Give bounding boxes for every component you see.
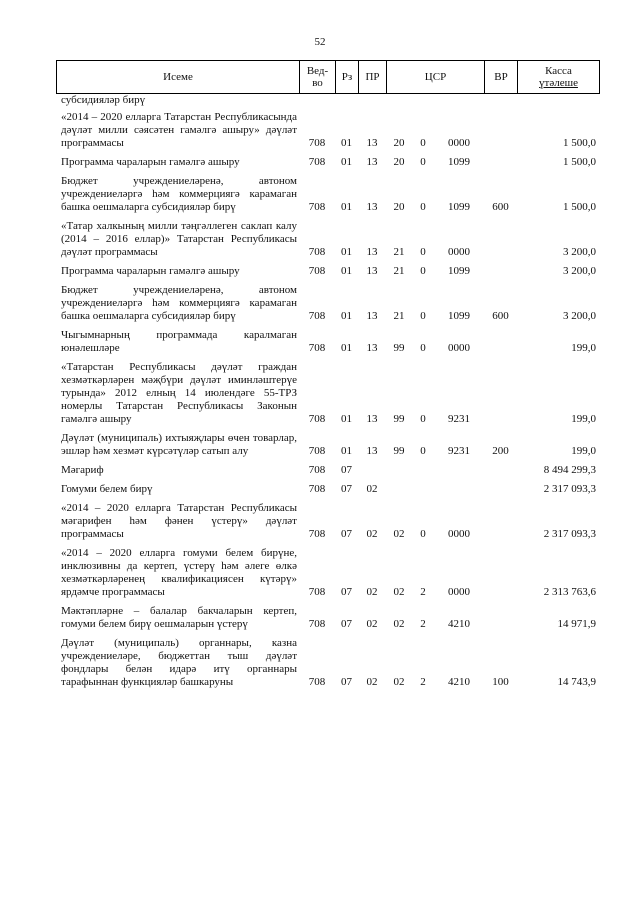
row-pr: 13 xyxy=(366,413,378,425)
row-name: «2014 – 2020 елларга гомуми белем бирүне, инклюзивны да кертеп, үстерү һәм әлеге өлкә хезмәткәрләренең квалификациясен күтәрү» ярдәмче программасы xyxy=(61,547,297,598)
row-ved: 708 xyxy=(308,201,326,213)
row-csr-program: 99 xyxy=(393,342,405,354)
row-csr-subprogram xyxy=(412,481,434,500)
row-vr: 600 xyxy=(492,201,509,213)
row-rz: 01 xyxy=(341,342,352,354)
row-name: Бюджет учреждениеләренә, автоном учреждениеләргә һәм коммерциягә карамаган башка оешмаларга субсидияләр бирү xyxy=(61,175,297,213)
row-amount: 2 317 093,3 xyxy=(543,483,596,495)
row-csr-program xyxy=(386,462,412,481)
row-rz: 01 xyxy=(341,265,352,277)
row-name: Мәгариф xyxy=(61,464,104,476)
row-name: Программа чараларын гамәлгә ашыру xyxy=(61,156,240,168)
row-csr-direction: 0000 xyxy=(448,528,470,540)
row-ved: 708 xyxy=(308,618,326,630)
row-amount: 8 494 299,3 xyxy=(543,464,596,476)
row-amount: 2 313 763,6 xyxy=(543,586,596,598)
row-csr-program: 20 xyxy=(393,156,405,168)
row-pr: 13 xyxy=(366,265,378,277)
row-vr xyxy=(484,603,517,635)
row-name: Дәүләт (муниципаль) ихтыяҗлары өчен товарлар, эшләр һәм хезмәт күрсәтүләр сатып алу xyxy=(61,432,297,457)
header-rz: Рз xyxy=(335,60,358,94)
row-csr-program: 21 xyxy=(393,246,405,258)
row-name: «2014 – 2020 елларга Татарстан Республикасында дәүләт милли сәясәтен гамәлгә ашыру» дәүләт программасы xyxy=(61,111,297,149)
row-pr: 13 xyxy=(366,246,378,258)
row-ved: 708 xyxy=(308,156,326,168)
row-csr-direction: 0000 xyxy=(448,246,470,258)
row-amount: 199,0 xyxy=(571,413,596,425)
row-name: «2014 – 2020 елларга Татарстан Республикасы мәгарифен һәм фәнен үстерү» дәүләт программасы xyxy=(61,502,297,540)
row-ved: 708 xyxy=(308,246,326,258)
row-csr-subprogram: 0 xyxy=(420,265,426,277)
row-pr: 13 xyxy=(366,156,378,168)
row-vr xyxy=(484,327,517,359)
row-ved xyxy=(299,94,335,109)
row-amount xyxy=(517,94,600,109)
row-rz: 01 xyxy=(341,445,352,457)
row-csr-subprogram: 2 xyxy=(420,618,426,630)
row-vr xyxy=(484,109,517,154)
row-rz: 01 xyxy=(341,201,352,213)
row-csr-direction xyxy=(434,481,484,500)
row-csr-program: 20 xyxy=(393,137,405,149)
header-kassa-line2: үтәлеше xyxy=(539,77,578,89)
row-csr-direction: 1099 xyxy=(448,156,470,168)
row-amount: 14 971,9 xyxy=(557,618,596,630)
header-name: Исеме xyxy=(56,60,299,94)
row-ved: 708 xyxy=(308,676,326,688)
row-ved: 708 xyxy=(308,137,326,149)
row-amount: 3 200,0 xyxy=(563,310,596,322)
row-csr-subprogram: 0 xyxy=(420,246,426,258)
row-amount: 1 500,0 xyxy=(563,156,596,168)
row-ved: 708 xyxy=(308,528,326,540)
row-ved: 708 xyxy=(308,342,326,354)
page-number: 52 xyxy=(314,36,326,48)
row-vr xyxy=(484,462,517,481)
row-pr: 02 xyxy=(366,586,378,598)
row-csr-program: 02 xyxy=(393,586,405,598)
row-rz: 01 xyxy=(341,137,352,149)
row-csr-program: 02 xyxy=(393,618,405,630)
row-rz xyxy=(335,94,358,109)
row-ved: 708 xyxy=(308,464,326,476)
row-csr-subprogram: 0 xyxy=(420,528,426,540)
row-csr-subprogram xyxy=(412,462,434,481)
row-pr: 02 xyxy=(366,618,378,630)
row-csr-program: 20 xyxy=(393,201,405,213)
row-name: «Татар халкының милли тәңгәллеген саклап калу (2014 – 2016 еллар)» Татарстан Республикасы дәүләт программасы xyxy=(61,220,297,258)
row-vr: 600 xyxy=(492,310,509,322)
row-csr-program xyxy=(386,481,412,500)
row-csr-subprogram: 0 xyxy=(420,156,426,168)
row-csr-program: 21 xyxy=(393,265,405,277)
row-csr-program: 99 xyxy=(393,413,405,425)
row-rz: 01 xyxy=(341,246,352,258)
row-ved: 708 xyxy=(308,483,326,495)
row-rz: 01 xyxy=(341,156,352,168)
row-pr: 02 xyxy=(366,483,378,495)
header-kassa xyxy=(517,60,600,94)
row-vr xyxy=(484,545,517,603)
row-csr-direction xyxy=(434,462,484,481)
row-pr: 02 xyxy=(366,676,378,688)
row-csr-direction: 1099 xyxy=(448,201,470,213)
row-pr: 13 xyxy=(366,201,378,213)
row-csr-program xyxy=(386,94,412,109)
row-csr-program: 21 xyxy=(393,310,405,322)
row-name: Чыгымнарның программада каралмаган юнәлешләре xyxy=(61,329,297,354)
header-csr: ЦСР xyxy=(386,60,484,94)
row-rz: 01 xyxy=(341,310,352,322)
row-pr: 13 xyxy=(366,342,378,354)
row-pr: 13 xyxy=(366,445,378,457)
header-kassa-line1: Касса xyxy=(545,65,572,77)
row-name: Программа чараларын гамәлгә ашыру xyxy=(61,265,240,277)
row-csr-subprogram: 0 xyxy=(420,413,426,425)
row-vr: 200 xyxy=(492,445,509,457)
row-ved: 708 xyxy=(308,445,326,457)
row-amount: 3 200,0 xyxy=(563,246,596,258)
row-vr: 100 xyxy=(492,676,509,688)
row-csr-subprogram: 0 xyxy=(420,201,426,213)
row-csr-direction: 1099 xyxy=(448,310,470,322)
row-rz: 07 xyxy=(341,483,352,495)
row-name: Дәүләт (муниципаль) органнары, казна учреждениеләре, бюджеттан тыш дәүләт фондлары белән идарә итү органнары тарафыннан функцияләр башкаруны xyxy=(61,637,297,688)
row-csr-program: 02 xyxy=(393,528,405,540)
row-vr xyxy=(484,154,517,173)
row-csr-program: 99 xyxy=(393,445,405,457)
row-amount: 1 500,0 xyxy=(563,201,596,213)
row-amount: 199,0 xyxy=(571,445,596,457)
row-pr xyxy=(358,94,386,109)
row-csr-program: 02 xyxy=(393,676,405,688)
row-pr: 13 xyxy=(366,137,378,149)
row-csr-direction: 4210 xyxy=(448,676,470,688)
row-vr xyxy=(484,500,517,545)
row-ved: 708 xyxy=(308,586,326,598)
row-name: Гомуми белем бирү xyxy=(61,483,153,495)
row-name: Бюджет учреждениеләренә, автоном учреждениеләргә һәм коммерциягә карамаган башка оешмаларга субсидияләр бирү xyxy=(61,284,297,322)
row-csr-direction: 1099 xyxy=(448,265,470,277)
row-csr-direction: 9231 xyxy=(448,445,470,457)
row-csr-direction: 0000 xyxy=(448,137,470,149)
row-pr xyxy=(358,462,386,481)
row-rz: 07 xyxy=(341,464,352,476)
row-vr xyxy=(484,359,517,430)
row-amount: 1 500,0 xyxy=(563,137,596,149)
row-csr-direction: 0000 xyxy=(448,586,470,598)
row-name: «Татарстан Республикасы дәүләт граждан хезмәткәрләрен мәҗбүри дәүләт иминләштерүе турында» 2012 елның 14 июлендәге 55-ТРЗ номерлы Татарстан Республикасы Законын гамәлгә ашыру xyxy=(61,361,297,425)
row-csr-direction: 4210 xyxy=(448,618,470,630)
row-amount: 14 743,9 xyxy=(557,676,596,688)
row-name: субсидияләр бирү xyxy=(61,94,146,106)
row-csr-direction: 0000 xyxy=(448,342,470,354)
row-csr-subprogram: 0 xyxy=(420,342,426,354)
row-rz: 07 xyxy=(341,586,352,598)
row-ved: 708 xyxy=(308,310,326,322)
row-vr xyxy=(484,218,517,263)
row-vr xyxy=(484,481,517,500)
row-csr-direction: 9231 xyxy=(448,413,470,425)
row-vr xyxy=(484,94,517,109)
row-amount: 2 317 093,3 xyxy=(543,528,596,540)
row-pr: 02 xyxy=(366,528,378,540)
row-name: Мәктәпләрне – балалар бакчаларын кертеп, гомуми белем бирү оешмаларын үстерү xyxy=(61,605,297,630)
row-csr-subprogram: 2 xyxy=(420,586,426,598)
row-ved: 708 xyxy=(308,413,326,425)
row-pr: 13 xyxy=(366,310,378,322)
row-amount: 3 200,0 xyxy=(563,265,596,277)
row-csr-subprogram: 0 xyxy=(420,137,426,149)
header-ved: Вед- во xyxy=(299,60,335,94)
budget-table xyxy=(56,60,600,693)
row-csr-direction xyxy=(434,94,484,109)
row-rz: 07 xyxy=(341,618,352,630)
row-csr-subprogram: 2 xyxy=(420,676,426,688)
row-amount: 199,0 xyxy=(571,342,596,354)
row-csr-subprogram xyxy=(412,94,434,109)
row-ved: 708 xyxy=(308,265,326,277)
row-rz: 07 xyxy=(341,676,352,688)
header-vr: ВР xyxy=(484,60,517,94)
row-csr-subprogram: 0 xyxy=(420,445,426,457)
row-csr-subprogram: 0 xyxy=(420,310,426,322)
row-rz: 07 xyxy=(341,528,352,540)
row-vr xyxy=(484,263,517,282)
header-pr: ПР xyxy=(358,60,386,94)
row-rz: 01 xyxy=(341,413,352,425)
